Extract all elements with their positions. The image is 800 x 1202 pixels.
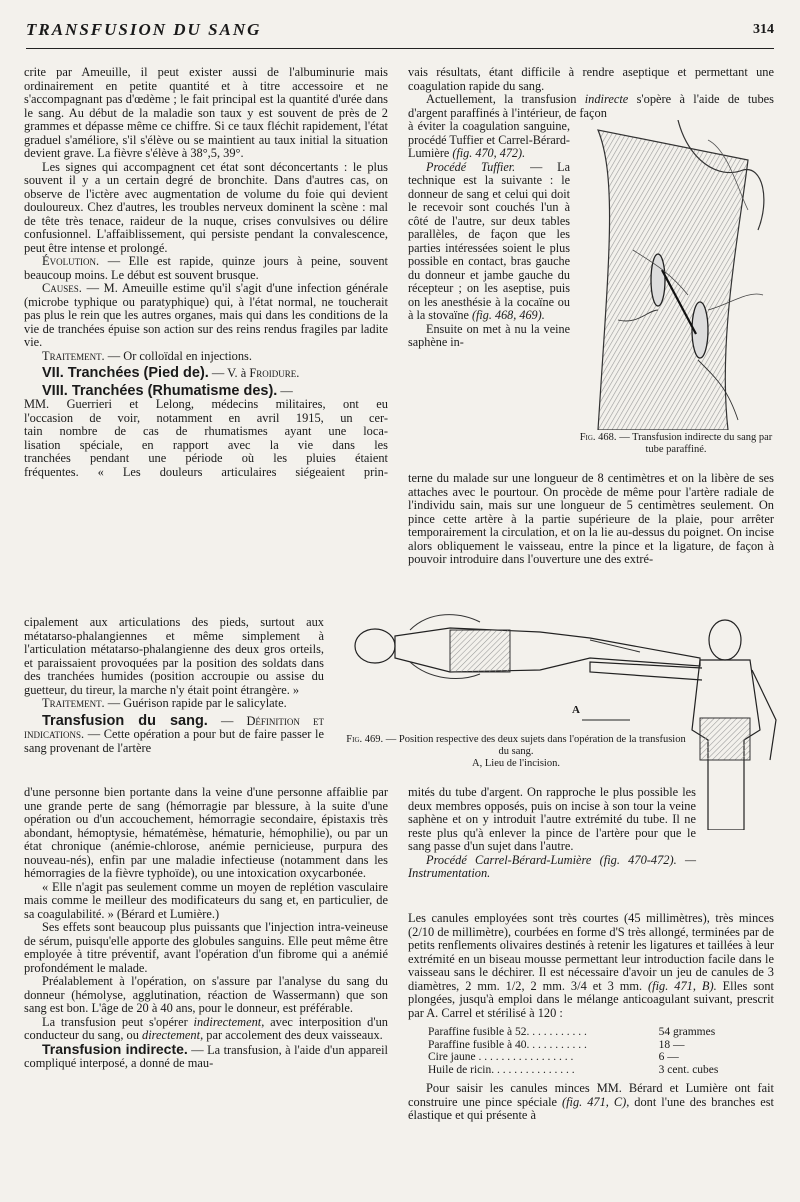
traitement-text: — Or colloïdal en injections. <box>104 348 252 363</box>
right-lower-block <box>408 912 774 1123</box>
text-span: indirecte <box>584 92 629 106</box>
figure-468 <box>578 120 774 430</box>
page-number: 314 <box>753 22 774 37</box>
definition-label: — Définition et indications. <box>24 713 324 741</box>
recipe-quantity: 3 cent. cubes <box>658 1063 719 1076</box>
text-span: Pour saisir les canules minces MM. Bérard et Lumière ont fait construire une pince spéciale <box>408 1081 774 1109</box>
heading-vii: VII. Tranchées (Pied de). <box>42 365 209 381</box>
text-span: Les canules employées sont très courtes (45 millimètres), très minces (2/10 de millimètre), courbées en forme d'S très allongé, terminées par de petits renflements olivaires destinés à retenir les ligatures et taillées à leur extrémité en un biseau mousse permettant leur introduction facile dans le vaisseau sans le déchirer. Il est nécessaire d'avoir un jeu de canules de 3 diamètres, 2 mm. 1/2, 2 mm. 3/4 et 3 mm. <box>408 911 774 993</box>
indirecte-text: — La transfusion, à l'aide d'un appareil compliqué interposé, a donné de mau- <box>24 1042 388 1070</box>
traitement-label: Traitement. <box>42 348 105 363</box>
traitement2-label: Traitement. <box>42 696 105 710</box>
heading-rhumatisme <box>24 382 388 399</box>
right-top-block <box>408 66 774 120</box>
recipe-row <box>428 1039 774 1052</box>
heading-pied-de-tranchees <box>24 367 388 381</box>
paragraph-definition-cont: d'une personne bien portante dans la veine d'une personne affaiblie par une grande perte de sang (hémorragie par blessure, à la suite d'une opération ou d'un accouchement, hémorragie secondaire, épistaxis très abondant, hémoptysie, hématémèse, hématurie, hémophilie), ou par un état chronique (anémie-chlorose, anémie pernicieuse, purpura des nouveau-nés), enfin par une maladie infectieuse (notamment dans les hémorragies de la fièvre typhoïde), ou une intoxication oxycarbonée. <box>24 785 388 880</box>
paragraph-carrel <box>408 854 696 881</box>
figure-ref: (fig. 471, C), <box>561 1094 630 1109</box>
recipe-row <box>428 1064 774 1077</box>
right-narrow-lower <box>408 786 696 881</box>
text-span: directement <box>142 1028 201 1042</box>
figure-468-caption <box>576 432 776 456</box>
paragraph-canules <box>408 912 774 1020</box>
heading-carrel: Procédé Carrel-Bérard-Lumière <box>426 852 592 867</box>
text-span: dont l'une des branches est élastique et qui présente à <box>408 1094 774 1122</box>
text-line: lisation spéciale, en rapport avec la vie dans les <box>24 437 388 452</box>
heading-vii-ref: Froidure. <box>249 366 300 380</box>
text-span: indirectement <box>193 1014 262 1029</box>
paragraph-causes <box>24 282 388 350</box>
paragraph-prealable: Préalablement à l'opération, on s'assure par l'analyse du sang du donneur (hémolyse, agglutination, réaction de Wassermann) que son sang est bon. L'âge de 20 à 40 ans, pour le donneur, est préférable. <box>24 974 388 1015</box>
evolution-text: — Elle est rapide, quinze jours à peine, souvent beaucoup moins. Le début est souvent brusque. <box>24 254 388 282</box>
header-rule <box>26 48 774 49</box>
paragraph-actuellement <box>408 93 774 120</box>
figure-ref: (fig. 470, 472). <box>452 146 526 160</box>
figure-468-caption-text: — Transfusion indirecte du sang par tube paraffiné. <box>616 432 773 455</box>
heading-viii-dash: — <box>277 383 293 398</box>
text-line: l'occasion de voir, notamment en avril 1915, un cer- <box>24 410 388 425</box>
paragraph-veine-saphene: terne du malade sur une longueur de 8 centimètres et on la libère de ses attaches avec le pourtour. On procède de même pour l'artère radiale de l'individu sain, mais sur une longueur de 5 centimètres seulement. On pince cette artère à la partie supérieure de la plaie, pour arrêter temporairement la circulation, et on la lie au-dessus du poignet. On incise alors obliquement le vaisseau, entre la pince et la ligature, de façon à pouvoir introduire dans l'ouverture une des extré- <box>408 471 774 566</box>
recipe-ingredient: Cire jaune . . . . . . . . . . . . . . . . . <box>428 1051 574 1063</box>
paragraph-traitement-salicylate <box>24 697 324 711</box>
heading-vii-ref-prefix: — V. à <box>208 366 250 380</box>
text-line: fréquentes. « Les douleurs articulaires siégeaient prin- <box>24 464 388 479</box>
text-span: Elles sont plongées, jusqu'à emploi dans le mélange anticoagulant suivant, prescrit par A. Carrel et stérilisé à 120 : <box>408 978 774 1020</box>
figure-469-caption-main <box>346 734 686 758</box>
traitement2-text: — Guérison rapide par le salicylate. <box>104 696 287 710</box>
text-line: tranchées pendant une période où les pluies étaient <box>24 451 388 465</box>
paragraph-effets: Ses effets sont beaucoup plus puissants que l'injection intra-veineuse de sérum, puisqu'elle apporte des globules sanguins. Elle peut même être employée à titre préventif, avant l'opération d'un fibrome qui a anémié profondément le malade. <box>24 920 388 975</box>
paragraph-ensuite: Ensuite on met à nu la veine saphène in- <box>408 321 570 349</box>
paragraph-tuffier <box>408 161 570 323</box>
paragraph-tube-argent: mités du tube d'argent. On rapproche le plus possible les deux membres opposés, puis on incise à son tour la veine saphène et on y introduit l'autre extrémité du tube. Il ne reste plus qu'à enlever la pince de l'artère pour que le sang passe d'un sujet dans l'autre. <box>408 785 696 853</box>
text-span: — La technique est la suivante : le donneur de sang et celui qui doit le recevoir sont couchés l'un à côté de l'autre, sur deux tables parallèles, de façon que les parties intéressées soient le plus possible en contact, bras gauche du donneur et jambe gauche du récepteur ; on les aseptise, puis on les anesthésie à la cocaïne ou à la stovaïne <box>408 159 571 322</box>
heading-transfusion: Transfusion du sang. <box>42 712 208 729</box>
text-span: , avec interposition d'un conducteur du sang, ou <box>24 1014 388 1042</box>
recipe-ingredient: Paraffine fusible à 40. . . . . . . . . . . <box>428 1038 587 1051</box>
figure-469-caption-text: — Position respective des deux sujets dans l'opération de la transfusion du sang. <box>383 734 686 757</box>
figure-469-caption <box>346 734 686 770</box>
paragraph-coagulation <box>408 120 570 161</box>
left-lower-block <box>24 786 388 1071</box>
heading-tuffier: Procédé Tuffier. <box>426 159 516 174</box>
recipe-table <box>428 1026 774 1076</box>
right-mid-block <box>408 472 774 567</box>
right-narrow-block <box>408 120 570 350</box>
paragraph-indirecte <box>24 1040 388 1071</box>
heading-viii: VIII. Tranchées (Rhumatisme des). <box>42 382 278 399</box>
running-title: TRANSFUSION DU SANG <box>26 20 262 39</box>
paragraph-transfusion-def <box>24 712 324 756</box>
recipe-quantity: 6 — <box>658 1051 679 1063</box>
text-span: La transfusion peut s'opérer <box>42 1014 194 1029</box>
text-span: Actuellement, la transfusion <box>426 92 585 106</box>
text-span: s'opère à l'aide de tubes d'argent paraffinés à l'intérieur, de façon <box>408 92 774 120</box>
paragraph-transfusion-types <box>24 1016 388 1043</box>
recipe-row <box>428 1051 774 1064</box>
paragraph-guerrieri-narrow: cipalement aux articulations des pieds, surtout aux métatarso-phalangiennes et même simplement à l'articulation métatarso-phalangienne des deux gros orteils, et paraissaient provoquées par la position des soldats dans des tranchées humides (position accroupie ou assise du guetteur, du tireur, la marche n'y était point étrangère. » <box>24 615 324 697</box>
left-narrow-block <box>24 616 324 755</box>
recipe-row <box>428 1026 774 1039</box>
figure-ref: (fig. 470-472). <box>599 852 677 867</box>
paragraph-albuminurie: crite par Ameuille, il peut exister aussi de l'albuminurie mais ordinairement en petite quantité et à titre accessoire et ne s'accompagnant pas d'œdème ; le fait principal est la quantité d'urée dans le sang. Au début de la maladie son taux y est souvent de près de 2 grammes et dépasse même ce chiffre. Si ce taux fléchit rapidement, l'état graduel s'améliore, s'il s'élève ou se maintient au taux initial la situation devient grave. La fièvre s'élève à 38°,5, 39°. <box>24 65 388 160</box>
figure-ref: (fig. 468, 469). <box>471 308 545 322</box>
figure-468-label: Fig. 468. <box>579 432 617 443</box>
recipe-quantity: 54 grammes <box>658 1026 716 1038</box>
heading-transfusion-indirecte: Transfusion indirecte. <box>42 1040 188 1057</box>
paragraph-traitement <box>24 350 388 364</box>
text-line: MM. Guerrieri et Lelong, médecins militaires, ont eu <box>24 397 388 411</box>
left-column <box>24 66 388 479</box>
page-header <box>26 16 774 46</box>
paragraph-signes: Les signes qui accompagnent cet état sont déconcertants : le plus souvent il y a un certain degré de bronchite. Dans d'autres cas, on observe de l'ictère avec augmentation de volume du foie qui devient douloureux. Chez d'autres, les troubles nerveux dominent la scène : mal de tête très tenace, raideur de la nuque, crises convulsives ou délire confusionnel. L'affaiblissement, qui persiste pendant la convalescence, peut être intense et prolongé. <box>24 159 388 255</box>
paragraph-quote: « Elle n'agit pas seulement comme un moyen de replétion vasculaire mais comme le meilleur des modificateurs du sang et, en particulier, de sa coagulabilité. » (Bérard et Lumière.) <box>24 879 388 921</box>
recipe-ingredient: Huile de ricin. . . . . . . . . . . . . . . <box>428 1063 575 1076</box>
figure-469-caption-sub: A, Lieu de l'incision. <box>472 758 560 769</box>
arm-leg-illustration <box>578 120 774 430</box>
paragraph-evolution <box>24 255 388 282</box>
text-span: à éviter la coagulation sanguine, procédé Tuffier et Carrel-Bérard-Lumière <box>408 119 570 160</box>
text-line: tain nombre de cas de rhumatismes ayant une loca- <box>24 424 388 438</box>
causes-label: Causes. <box>42 281 82 295</box>
paragraph-guerrieri-lines <box>24 398 388 479</box>
text-span: , par accolement des deux vaisseaux. <box>200 1028 383 1042</box>
incision-letter-a: A <box>572 704 580 716</box>
definition-text: — Cette opération a pour but de faire passer le sang provenant de l'artère <box>24 727 324 755</box>
paragraph-mauvais-resultats: vais résultats, étant difficile à rendre aseptique et permettant une coagulation rapide du sang. <box>408 65 774 93</box>
causes-text: — M. Ameuille estime qu'il s'agit d'une infection générale (microbe typhique ou paratyphique) qui, à l'état normal, ne toucherait pas plus le rein que les autres organes, mais qui dans les conditions de la vie de tranchées épuise son action sur des reins rendus fragiles par ladite vie. <box>24 281 388 349</box>
recipe-quantity: 18 — <box>658 1038 685 1051</box>
instrumentation-label: — Instrumentation. <box>408 852 696 880</box>
recipe-ingredient: Paraffine fusible à 52. . . . . . . . . . . <box>428 1026 587 1038</box>
figure-ref: (fig. 471, B). <box>648 978 717 993</box>
paragraph-pince <box>408 1082 774 1123</box>
evolution-label: Évolution. <box>42 254 100 268</box>
figure-469-label: Fig. 469. <box>346 734 384 745</box>
